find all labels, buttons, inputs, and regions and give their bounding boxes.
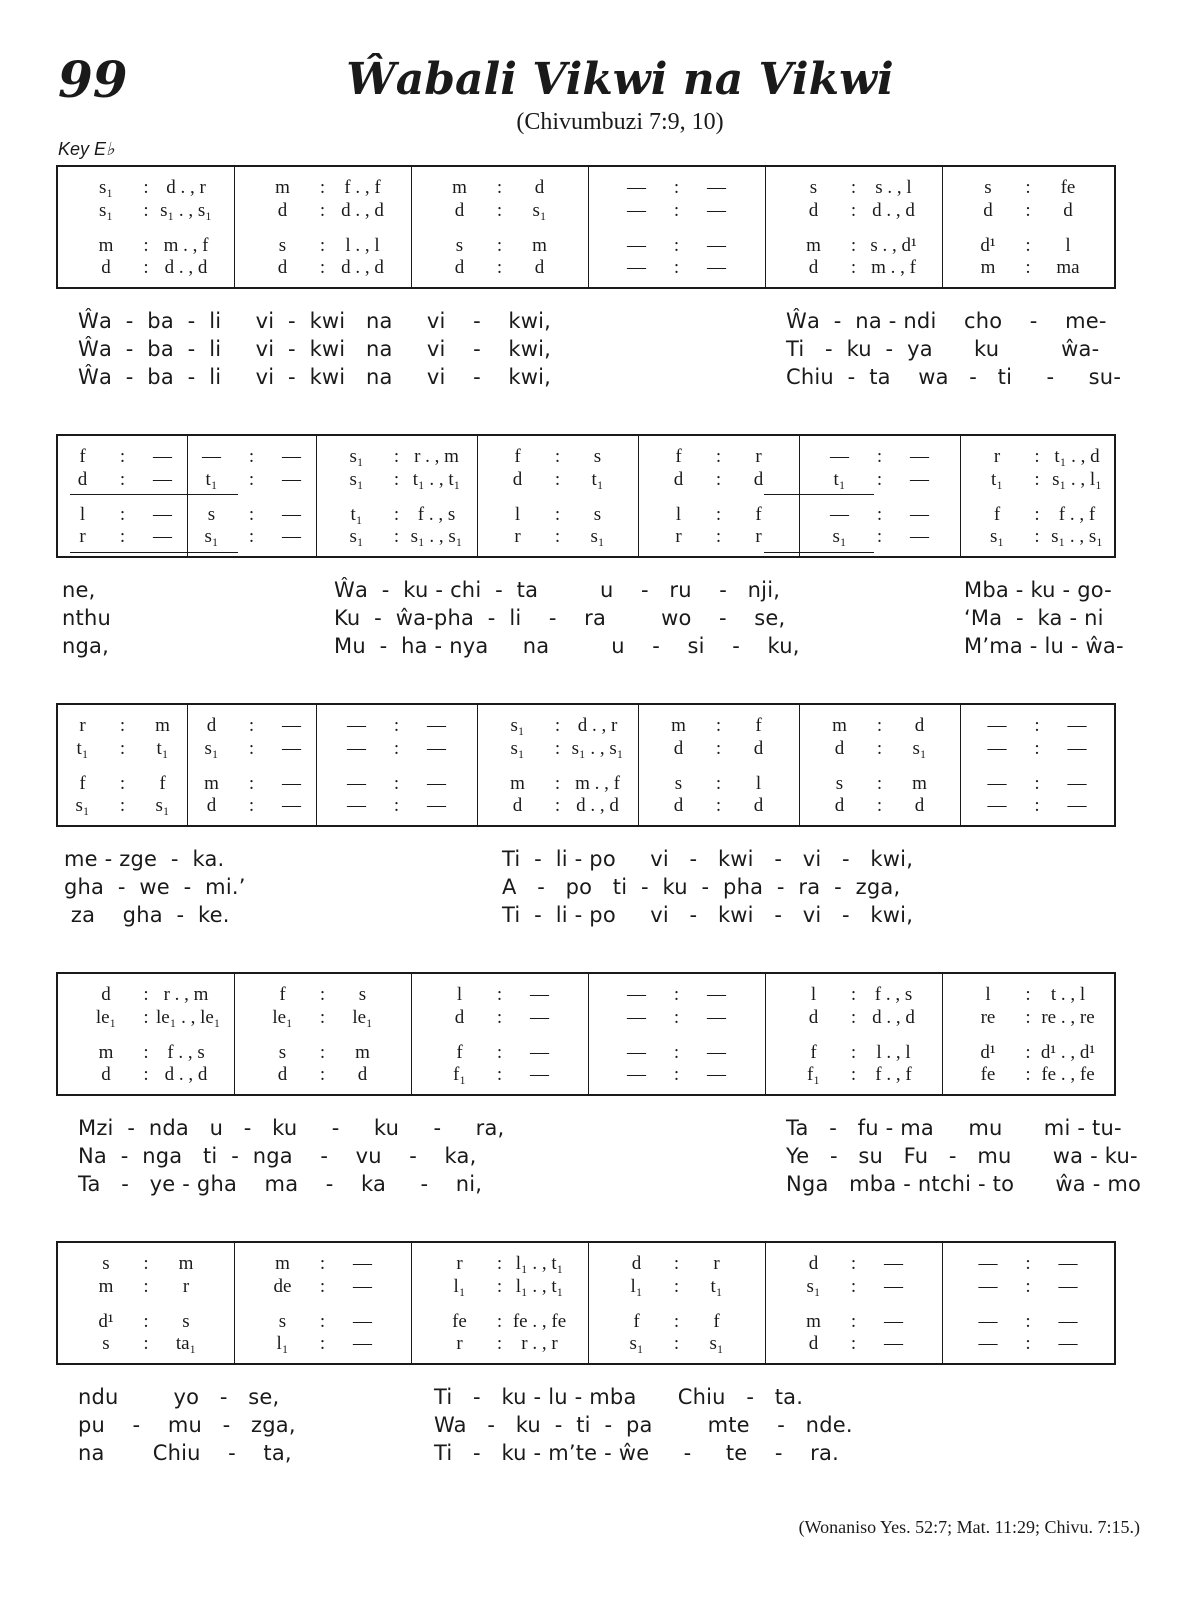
note-cell-t: m : —	[806, 1311, 903, 1332]
note-cell-a: re : re . , re	[980, 1007, 1095, 1028]
note-cell-s: r : l₁ . , t₁	[456, 1253, 564, 1274]
note-cell-t: d¹ : l	[980, 235, 1071, 256]
note-cell-a: m : r	[98, 1276, 190, 1297]
bar-line	[234, 167, 235, 287]
note-cell-a: le₁ : le₁	[272, 1007, 373, 1028]
note-cell-a: d : d	[673, 469, 764, 490]
note-cell-b: d : d	[454, 257, 545, 278]
note-cell-t: s : m	[835, 773, 927, 794]
tie-mark	[764, 494, 874, 495]
lyric-verse-1: Mba - ku - go-	[964, 578, 1112, 602]
bar-line	[799, 436, 800, 556]
note-cell-a: d : d	[673, 738, 764, 759]
bar-line	[234, 974, 235, 1094]
bar-line	[588, 974, 589, 1094]
note-cell-b: d : —	[206, 795, 301, 816]
note-cell-b: d : d	[277, 1064, 368, 1085]
note-cell-t: f : f	[79, 773, 166, 794]
scripture-reference: (Chivumbuzi 7:9, 10)	[516, 109, 724, 135]
lyric-verse-1: Ŵa - ba - li vi - kwi na vi - kwi,	[78, 309, 552, 333]
bar-line	[942, 974, 943, 1094]
note-cell-b: s₁ : s₁ . , s₁	[989, 526, 1103, 547]
music-system-3	[56, 703, 1116, 827]
note-cell-s: f : r	[675, 446, 762, 467]
lyric-verse-1: me - zge - ka.	[64, 847, 225, 871]
hymn-title: Ŵabali Vikwi na Vikwi	[346, 54, 894, 105]
note-cell-t: f : f	[633, 1311, 720, 1332]
note-cell-s: r : t₁ . , d	[993, 446, 1100, 467]
note-cell-t: — : —	[627, 1042, 726, 1063]
bar-line	[942, 167, 943, 287]
lyric-verse-2: Na - nga ti - nga - vu - ka,	[78, 1144, 477, 1168]
note-cell-s: f : s	[279, 984, 367, 1005]
lyric-verse-1: Ti - li - po vi - kwi - vi - kwi,	[502, 847, 914, 871]
lyric-verse-3: za gha - ke.	[64, 903, 230, 927]
bar-line	[960, 436, 961, 556]
lyric-verse-1: Ŵa - na - ndi cho - me-	[786, 309, 1107, 333]
note-cell-s: s : fe	[984, 177, 1076, 198]
lyric-verse-2: Ŵa - ba - li vi - kwi na vi - kwi,	[78, 337, 552, 361]
note-cell-s: — : —	[978, 1253, 1078, 1274]
note-cell-s: — : —	[830, 446, 929, 467]
bar-line	[942, 1243, 943, 1363]
note-cell-s: — : —	[627, 984, 726, 1005]
note-cell-a: d : s₁	[454, 200, 547, 221]
note-cell-b: d : d . , d	[101, 1064, 208, 1085]
music-system-2	[56, 434, 1116, 558]
note-cell-b: d : d . , d	[277, 257, 384, 278]
bar-line	[411, 1243, 412, 1363]
lyric-verse-1: Ta - fu - ma mu mi - tu-	[786, 1116, 1122, 1140]
note-cell-a: d : s₁	[834, 738, 927, 759]
lyric-verse-2: Ti - ku - ya ku ŵa-	[786, 337, 1100, 361]
lyric-verse-3: Mu - ha - nya na u - si - ku,	[334, 634, 800, 658]
bar-line	[477, 705, 478, 825]
note-cell-a: d : d	[983, 200, 1073, 221]
note-cell-t: f : —	[456, 1042, 549, 1063]
note-cell-t: d¹ : d¹ . , d¹	[980, 1042, 1096, 1063]
note-cell-s: m : f	[671, 715, 762, 736]
footer-reference: (Wonaniso Yes. 52:7; Mat. 11:29; Chivu. 7:15.)	[798, 1517, 1140, 1537]
note-cell-t: — : —	[830, 504, 929, 525]
note-cell-b: f₁ : f . , f	[807, 1064, 912, 1085]
note-cell-b: f₁ : —	[453, 1064, 549, 1085]
lyric-verse-1: ne,	[62, 578, 96, 602]
note-cell-b: r : r . , r	[456, 1333, 558, 1354]
note-cell-t: m : f . , s	[98, 1042, 205, 1063]
note-cell-b: — : —	[987, 795, 1087, 816]
note-cell-b: s₁ : s₁ . , s₁	[349, 526, 463, 547]
note-cell-b: s₁ : s₁	[629, 1333, 724, 1354]
note-cell-a: d : t₁	[512, 469, 604, 490]
note-cell-t: l : s	[514, 504, 602, 525]
note-cell-a: — : —	[347, 738, 446, 759]
note-cell-t: — : —	[978, 1311, 1078, 1332]
tie-mark	[70, 494, 238, 495]
bar-line	[588, 167, 589, 287]
note-cell-t: l : —	[79, 504, 172, 525]
lyric-verse-2: Ku - ŵa-pha - li - ra wo - se,	[334, 606, 786, 630]
note-cell-a: t₁ : t₁	[76, 738, 169, 759]
note-cell-a: t₁ : s₁ . , l₁	[991, 469, 1102, 490]
note-cell-t: f : l . , l	[810, 1042, 911, 1063]
lyric-verse-3: Ŵa - ba - li vi - kwi na vi - kwi,	[78, 365, 552, 389]
note-cell-s: m : f . , f	[275, 177, 381, 198]
tie-mark	[764, 552, 874, 553]
note-cell-t: t₁ : f . , s	[350, 504, 456, 525]
lyric-verse-2: nthu	[62, 606, 111, 630]
note-cell-t: m : s . , d¹	[806, 235, 917, 256]
note-cell-t: fe : fe . , fe	[452, 1311, 567, 1332]
note-cell-a: — : —	[627, 1007, 726, 1028]
note-cell-s: f : —	[79, 446, 172, 467]
note-cell-b: s : ta₁	[102, 1333, 197, 1354]
key-signature: Key E♭	[58, 139, 115, 159]
note-cell-t: s : —	[207, 504, 301, 525]
note-cell-b: d : —	[808, 1333, 903, 1354]
note-cell-a: — : —	[978, 1276, 1078, 1297]
bar-line	[234, 1243, 235, 1363]
note-cell-t: m : m . , f	[98, 235, 209, 256]
note-cell-a: s₁ : s₁ . , s₁	[510, 738, 624, 759]
note-cell-t: s : m	[278, 1042, 370, 1063]
note-cell-s: d : r	[631, 1253, 720, 1274]
note-cell-t: s : l	[674, 773, 762, 794]
note-cell-s: s : m	[102, 1253, 194, 1274]
lyric-verse-2: pu - mu - zga,	[78, 1413, 296, 1437]
note-cell-s: l : —	[456, 984, 549, 1005]
note-cell-s: m : d	[452, 177, 545, 198]
bar-line	[411, 974, 412, 1094]
note-cell-a: l₁ : l₁ . , t₁	[453, 1276, 564, 1297]
note-cell-a: t₁ : —	[205, 469, 301, 490]
bar-line	[765, 167, 766, 287]
music-system-4	[56, 972, 1116, 1096]
note-cell-a: le₁ : le₁ . , le₁	[95, 1007, 221, 1028]
note-cell-t: s : l . , l	[278, 235, 380, 256]
note-cell-s: f : s	[514, 446, 602, 467]
note-cell-s: s₁ : r . , m	[349, 446, 459, 467]
hymn-number: 99	[58, 50, 128, 109]
tie-mark	[70, 552, 238, 553]
lyric-verse-3: na Chiu - ta,	[78, 1441, 292, 1465]
lyric-verse-2: Ye - su Fu - mu wa - ku-	[786, 1144, 1138, 1168]
note-cell-b: — : —	[347, 795, 446, 816]
note-cell-a: l₁ : t₁	[630, 1276, 723, 1297]
note-cell-b: d : d . , d	[512, 795, 619, 816]
lyric-verse-1: Ŵa - ku - chi - ta u - ru - nji,	[334, 578, 781, 602]
note-cell-s: r : m	[79, 715, 170, 736]
note-cell-s: s : s . , l	[809, 177, 912, 198]
note-cell-t: s : —	[278, 1311, 372, 1332]
note-cell-s: m : d	[832, 715, 925, 736]
note-cell-a: — : —	[987, 738, 1087, 759]
note-cell-s: d : r . , m	[101, 984, 209, 1005]
bar-line	[960, 705, 961, 825]
note-cell-b: r : s₁	[514, 526, 605, 547]
note-cell-s: d : —	[206, 715, 301, 736]
note-cell-a: t₁ : —	[833, 469, 929, 490]
music-system-5	[56, 1241, 1116, 1365]
lyric-verse-1: ndu yo - se,	[78, 1385, 280, 1409]
note-cell-t: m : m . , f	[510, 773, 620, 794]
note-cell-s: l : t . , l	[985, 984, 1086, 1005]
note-cell-s: l : f . , s	[810, 984, 913, 1005]
note-cell-s: d : —	[808, 1253, 903, 1274]
note-cell-a: s₁ : —	[806, 1276, 903, 1297]
lyric-verse-3: Ta - ye - gha ma - ka - ni,	[78, 1172, 483, 1196]
bar-line	[799, 705, 800, 825]
lyric-verse-2: Wa - ku - ti - pa mte - nde.	[434, 1413, 853, 1437]
note-cell-t: — : —	[347, 773, 446, 794]
note-cell-b: s₁ : s₁	[75, 795, 170, 816]
bar-line	[411, 167, 412, 287]
lyric-verse-3: M’ma - lu - ŵa-	[964, 634, 1124, 658]
bar-line	[477, 436, 478, 556]
note-cell-b: r : r	[675, 526, 762, 547]
note-cell-a: — : —	[627, 200, 726, 221]
lyric-verse-1: Ti - ku - lu - mba Chiu - ta.	[434, 1385, 804, 1409]
note-cell-a: s₁ : t₁ . , t₁	[349, 469, 461, 490]
note-cell-b: d : m . , f	[808, 257, 916, 278]
note-cell-s: — : —	[347, 715, 446, 736]
note-cell-a: d : d . , d	[808, 200, 915, 221]
lyric-verse-3: nga,	[62, 634, 109, 658]
note-cell-b: d : d	[673, 795, 764, 816]
note-cell-a: d : d . , d	[808, 1007, 915, 1028]
note-cell-b: d : d . , d	[101, 257, 208, 278]
lyric-verse-3: Ti - ku - m’te - ŵe - te - ra.	[434, 1441, 839, 1465]
bar-line	[638, 436, 639, 556]
note-cell-s: — : —	[202, 446, 301, 467]
bar-line	[588, 1243, 589, 1363]
note-cell-t: — : —	[987, 773, 1087, 794]
lyric-verse-2: gha - we - mi.’	[64, 875, 246, 899]
note-cell-s: s₁ : d . , r	[510, 715, 618, 736]
note-cell-a: d : d . , d	[277, 200, 384, 221]
bar-line	[765, 1243, 766, 1363]
note-cell-b: s₁ : —	[832, 526, 929, 547]
note-cell-a: d : —	[454, 1007, 549, 1028]
note-cell-s: — : —	[987, 715, 1087, 736]
lyric-verse-1: Mzi - nda u - ku - ku - ra,	[78, 1116, 505, 1140]
music-system-1	[56, 165, 1116, 289]
lyric-verse-2: ‘Ma - ka - ni	[964, 606, 1104, 630]
note-cell-b: m : ma	[980, 257, 1080, 278]
note-cell-b: r : —	[79, 526, 172, 547]
note-cell-b: — : —	[978, 1333, 1078, 1354]
note-cell-b: — : —	[627, 257, 726, 278]
bar-line	[765, 974, 766, 1094]
note-cell-t: d¹ : s	[98, 1311, 190, 1332]
note-cell-t: — : —	[627, 235, 726, 256]
note-cell-t: s : m	[455, 235, 547, 256]
note-cell-a: s₁ : —	[204, 738, 301, 759]
note-cell-b: d : d	[834, 795, 925, 816]
note-cell-b: — : —	[627, 1064, 726, 1085]
note-cell-a: d : —	[77, 469, 172, 490]
note-cell-s: s₁ : d . , r	[98, 177, 206, 198]
note-cell-t: m : —	[204, 773, 301, 794]
note-cell-s: m : —	[275, 1253, 372, 1274]
note-cell-a: s₁ : s₁ . , s₁	[98, 200, 212, 221]
lyric-verse-2: A - po ti - ku - pha - ra - zga,	[502, 875, 901, 899]
lyric-verse-3: Ti - li - po vi - kwi - vi - kwi,	[502, 903, 914, 927]
note-cell-a: de : —	[273, 1276, 372, 1297]
note-cell-t: f : f . , f	[993, 504, 1096, 525]
note-cell-b: fe : fe . , fe	[980, 1064, 1095, 1085]
lyric-verse-3: Chiu - ta wa - ti - su-	[786, 365, 1122, 389]
note-cell-b: s₁ : —	[204, 526, 301, 547]
note-cell-t: l : f	[675, 504, 762, 525]
lyric-verse-3: Nga mba - ntchi - to ŵa - mo	[786, 1172, 1142, 1196]
note-cell-b: l₁ : —	[276, 1333, 372, 1354]
bar-line	[638, 705, 639, 825]
note-cell-s: — : —	[627, 177, 726, 198]
